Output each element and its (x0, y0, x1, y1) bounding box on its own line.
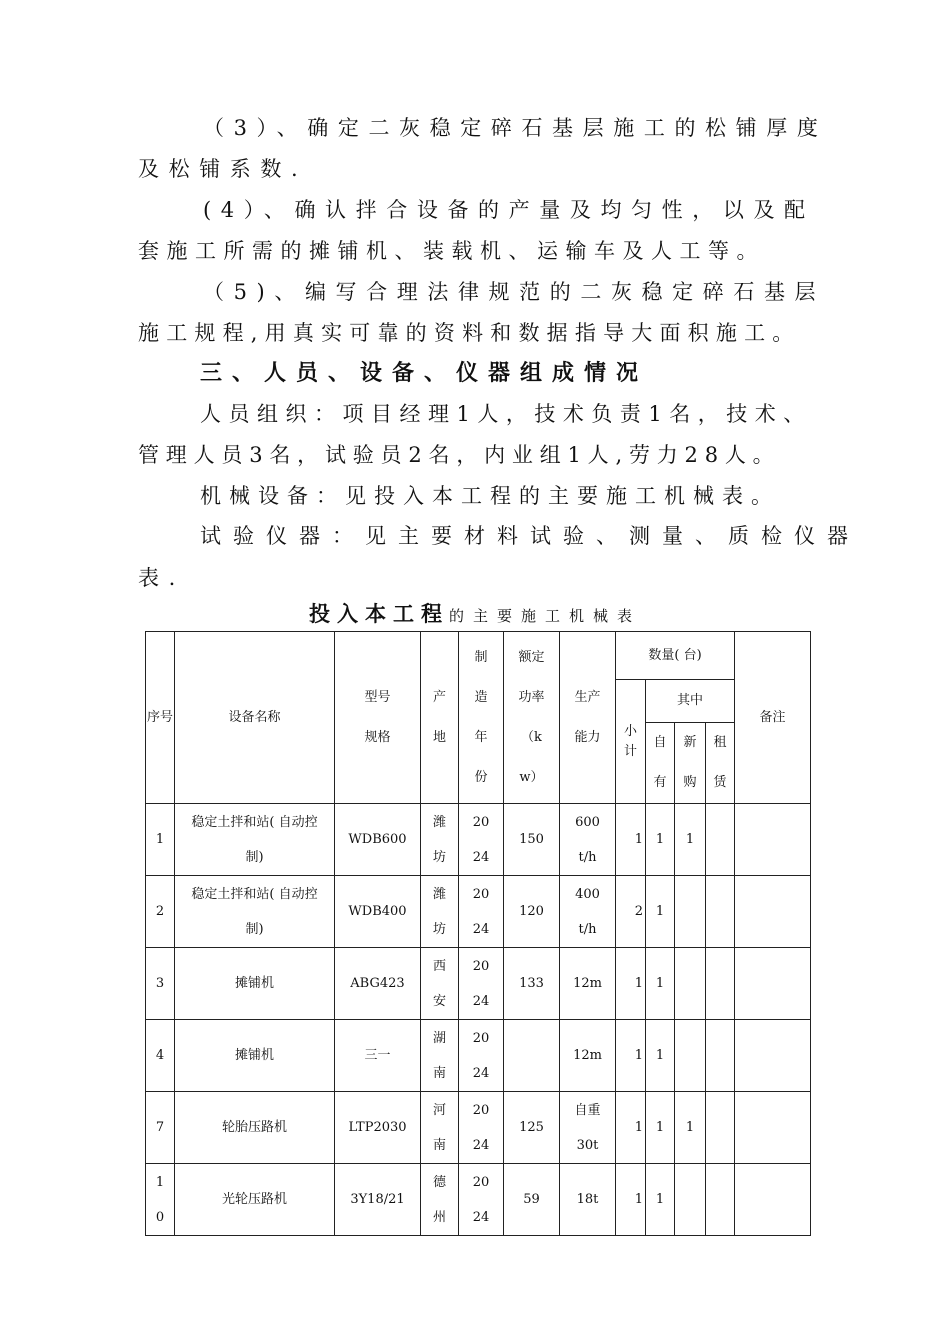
cell-year: 2024 (459, 1020, 504, 1092)
table-row (146, 1164, 811, 1236)
cell-model: ABG423 (335, 948, 421, 1020)
cell-rent (706, 804, 735, 876)
cell-new (675, 948, 706, 1020)
cell-year: 2024 (459, 804, 504, 876)
paragraph-line-3: (4）、确认拌合设备的产量及均匀性，以及配 (203, 198, 815, 222)
cell-origin: 德州 (421, 1164, 459, 1236)
cell-power: 150 (504, 804, 560, 876)
header-subtotal: 小计 (616, 680, 646, 804)
cell-new (675, 1020, 706, 1092)
cell-rent (706, 876, 735, 948)
table-row (146, 876, 811, 948)
cell-origin: 西安 (421, 948, 459, 1020)
cell-seq: 10 (146, 1164, 175, 1236)
cell-subtotal: 1 (616, 1020, 646, 1092)
paragraph-line-5: （5)、编写合理法律规范的二灰稳定碎石基层 (203, 280, 826, 304)
cell-power (504, 1020, 560, 1092)
table-title-sub: 的主要施工机械表 (448, 607, 641, 625)
header-capacity: 生产能力 (560, 632, 616, 804)
cell-capacity: 12m (560, 1020, 616, 1092)
cell-new: 1 (675, 804, 706, 876)
cell-model: 三一 (335, 1020, 421, 1092)
cell-seq: 1 (146, 804, 175, 876)
cell-seq: 2 (146, 876, 175, 948)
header-among: 其中 (646, 680, 735, 723)
cell-own: 1 (646, 1164, 675, 1236)
cell-capacity: 12m (560, 948, 616, 1020)
cell-origin: 河南 (421, 1092, 459, 1164)
cell-remark (735, 1092, 811, 1164)
cell-new (675, 876, 706, 948)
cell-name: 摊铺机 (175, 948, 335, 1020)
table-row (146, 948, 811, 1020)
cell-power: 133 (504, 948, 560, 1020)
header-seq: 序号 (146, 632, 175, 804)
table-row (146, 804, 811, 876)
cell-seq: 7 (146, 1092, 175, 1164)
header-name: 设备名称 (175, 632, 335, 804)
cell-capacity: 600t/h (560, 804, 616, 876)
cell-name: 轮胎压路机 (175, 1092, 335, 1164)
header-year: 制造年份 (459, 632, 504, 804)
cell-model: LTP2030 (335, 1092, 421, 1164)
cell-power: 120 (504, 876, 560, 948)
cell-year: 2024 (459, 876, 504, 948)
cell-model: WDB600 (335, 804, 421, 876)
cell-year: 2024 (459, 1092, 504, 1164)
cell-new (675, 1164, 706, 1236)
cell-new: 1 (675, 1092, 706, 1164)
cell-subtotal: 1 (616, 1092, 646, 1164)
cell-capacity: 400t/h (560, 876, 616, 948)
cell-own: 1 (646, 804, 675, 876)
section-heading: 三、人员、设备、仪器组成情况 (200, 360, 649, 386)
cell-model: 3Y18/21 (335, 1164, 421, 1236)
table-title (0, 598, 950, 628)
header-own: 自有 (646, 723, 675, 804)
machinery-table (145, 631, 811, 1236)
cell-origin: 湖南 (421, 1020, 459, 1092)
body-line-5: 表. (138, 566, 185, 590)
cell-remark (735, 804, 811, 876)
cell-power: 59 (504, 1164, 560, 1236)
body-line-2: 管理人员3名，试验员2名，内业组1人,劳力28人。 (138, 443, 781, 467)
cell-origin: 潍坊 (421, 876, 459, 948)
cell-year: 2024 (459, 1164, 504, 1236)
cell-model: WDB400 (335, 876, 421, 948)
table-row (146, 1092, 811, 1164)
body-line-4: 试验仪器：见主要材料试验、测量、质检仪器 (200, 524, 860, 548)
table-row (146, 1020, 811, 1092)
paragraph-line-6: 施工规程,用真实可靠的资料和数据指导大面积施工。 (138, 321, 801, 345)
header-model: 型号规格 (335, 632, 421, 804)
cell-name: 稳定土拌和站( 自动控制) (175, 804, 335, 876)
header-rent: 租赁 (706, 723, 735, 804)
cell-rent (706, 948, 735, 1020)
cell-origin: 潍坊 (421, 804, 459, 876)
cell-own: 1 (646, 1020, 675, 1092)
cell-subtotal: 1 (616, 804, 646, 876)
header-power: 额定功率（kw） (504, 632, 560, 804)
header-origin: 产地 (421, 632, 459, 804)
table-title-main: 投入本工程 (308, 601, 449, 626)
cell-subtotal: 1 (616, 1164, 646, 1236)
paragraph-line-1: （3）、确定二灰稳定碎石基层施工的松铺厚度 (203, 116, 828, 140)
cell-remark (735, 948, 811, 1020)
cell-capacity: 自重30t (560, 1092, 616, 1164)
body-line-3: 机械设备：见投入本工程的主要施工机械表。 (200, 484, 780, 508)
cell-name: 摊铺机 (175, 1020, 335, 1092)
cell-rent (706, 1020, 735, 1092)
paragraph-line-2: 及松铺系数. (138, 157, 308, 181)
header-remark: 备注 (735, 632, 811, 804)
cell-year: 2024 (459, 948, 504, 1020)
cell-own: 1 (646, 1092, 675, 1164)
cell-subtotal: 2 (616, 876, 646, 948)
cell-name: 光轮压路机 (175, 1164, 335, 1236)
cell-seq: 3 (146, 948, 175, 1020)
cell-rent (706, 1092, 735, 1164)
cell-seq: 4 (146, 1020, 175, 1092)
cell-remark (735, 876, 811, 948)
header-new: 新购 (675, 723, 706, 804)
body-line-1: 人员组织：项目经理1人，技术负责1名，技术、 (200, 402, 812, 426)
cell-capacity: 18t (560, 1164, 616, 1236)
cell-own: 1 (646, 948, 675, 1020)
cell-subtotal: 1 (616, 948, 646, 1020)
header-qty: 数量( 台) (616, 632, 735, 680)
cell-remark (735, 1164, 811, 1236)
cell-power: 125 (504, 1092, 560, 1164)
cell-name: 稳定土拌和站( 自动控制) (175, 876, 335, 948)
cell-remark (735, 1020, 811, 1092)
cell-own: 1 (646, 876, 675, 948)
cell-rent (706, 1164, 735, 1236)
paragraph-line-4: 套施工所需的摊铺机、装载机、运输车及人工等。 (138, 239, 765, 263)
